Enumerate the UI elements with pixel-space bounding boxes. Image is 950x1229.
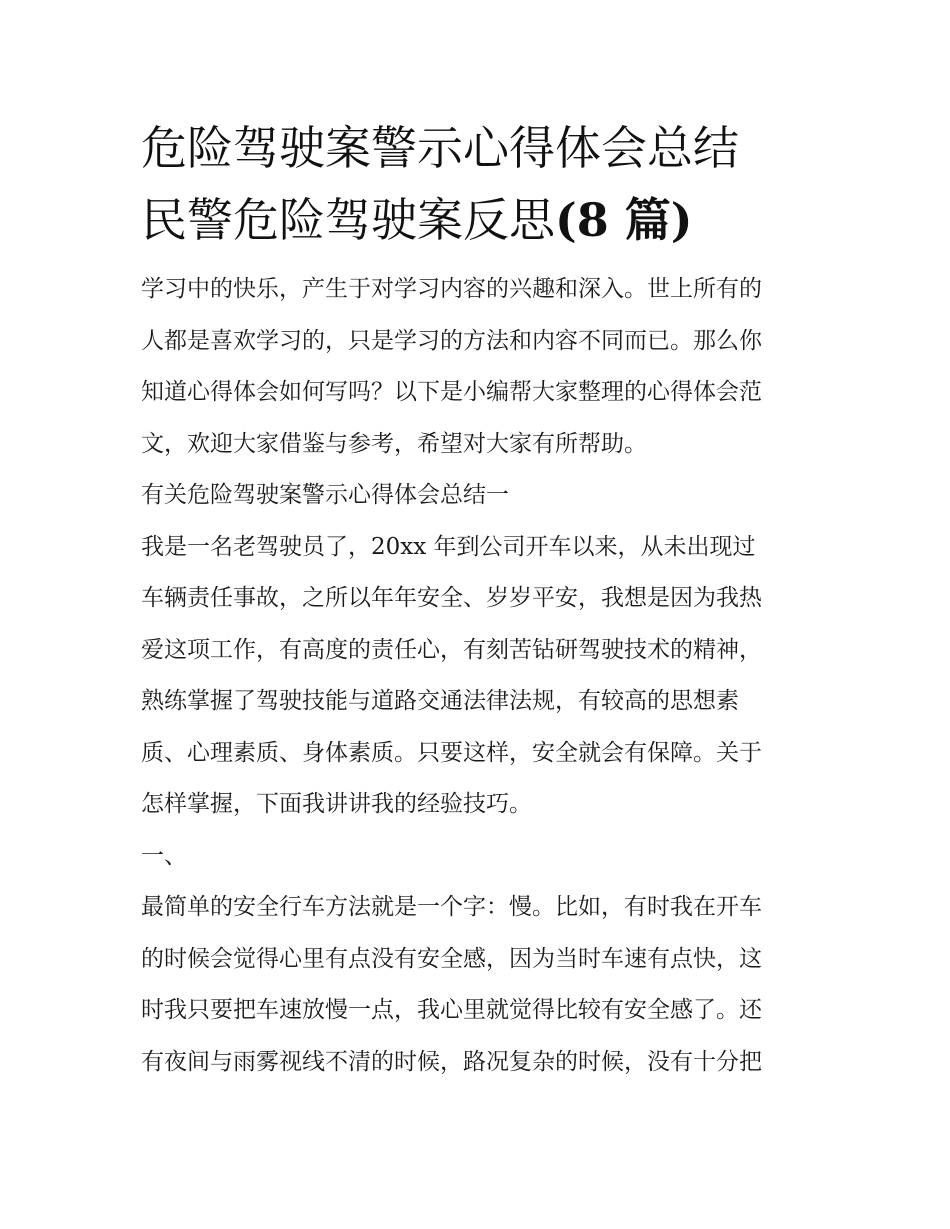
- section-heading-text: 有关危险驾驶案警示心得体会总结一: [141, 482, 509, 508]
- paragraph-line: 质、心理素质、身体素质。只要这样，安全就会有保障。关于: [141, 739, 762, 766]
- title-line-2: [141, 184, 813, 256]
- paragraph-line: 人都是喜欢学习的，只是学习的方法和内容不同而已。那么你: [141, 327, 762, 354]
- paragraph-line: 怎样掌握，下面我讲讲我的经验技巧。: [141, 791, 532, 817]
- title-line-1: 危险驾驶案警示心得体会总结: [141, 121, 739, 175]
- point-paragraph: [141, 882, 813, 1088]
- paragraph-line: 我是一名老驾驶员了，20xx 年到公司开车以来，从未出现过: [141, 533, 756, 560]
- paragraph-line: 爱这项工作，有高度的责任心，有刻苦钻研驾驶技术的精神，: [141, 636, 762, 663]
- paragraph-line: 最简单的安全行车方法就是一个字：慢。比如，有时我在开车: [141, 894, 762, 920]
- paragraph-line: 熟练掌握了驾驶技能与道路交通法律法规，有较高的思想素: [141, 688, 739, 714]
- title-line-2-suffix: (8 篇): [555, 193, 693, 247]
- paragraph-line: 车辆责任事故，之所以年年安全、岁岁平安，我想是因为我热: [141, 585, 762, 611]
- intro-paragraph: [141, 264, 813, 470]
- paragraph-line: 知道心得体会如何写吗？以下是小编帮大家整理的心得体会范: [141, 379, 762, 405]
- section-heading: [141, 470, 813, 522]
- document-title: [141, 112, 813, 256]
- document-content: [141, 112, 813, 1088]
- paragraph-line: 的时候会觉得心里有点没有安全感，因为当时车速有点快，这: [141, 945, 762, 972]
- paragraph-line: 有夜间与雨雾视线不清的时候，路况复杂的时候，没有十分把: [141, 1048, 762, 1075]
- title-line-2-text: 民警危险驾驶案反思: [141, 193, 555, 247]
- point-marker-text: 一、: [141, 842, 187, 869]
- point-marker: [141, 831, 813, 883]
- paragraph-line: 学习中的快乐，产生于对学习内容的兴趣和深入。世上所有的: [141, 276, 762, 302]
- body-paragraph: [141, 522, 813, 831]
- paragraph-line: 时我只要把车速放慢一点，我心里就觉得比较有安全感了。还: [141, 997, 762, 1023]
- paragraph-line: 文，欢迎大家借鉴与参考，希望对大家有所帮助。: [141, 430, 647, 457]
